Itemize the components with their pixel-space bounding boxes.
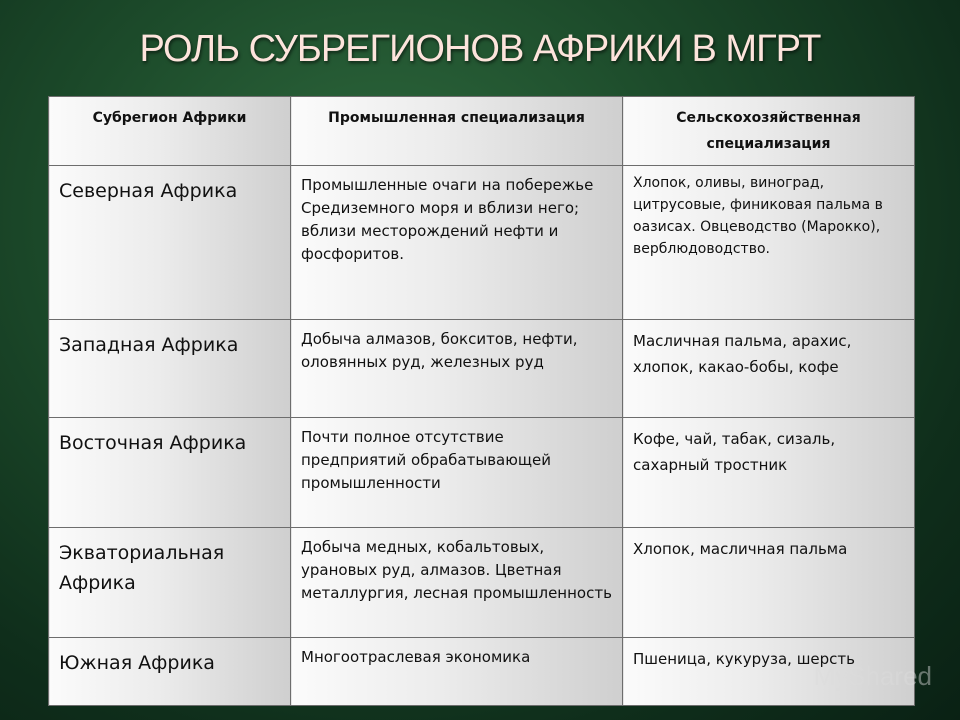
industry-cell: Многоотраслевая экономика <box>301 648 531 666</box>
industry-cell: Почти полное отсутствие предприятий обрабатывающей промышленности <box>301 428 551 492</box>
table-row <box>49 166 915 320</box>
region-cell: Экваториальная Африка <box>59 542 225 594</box>
header-agriculture: Сельскохозяйственная специализация <box>623 97 915 166</box>
table-row <box>49 320 915 418</box>
table-row <box>49 418 915 528</box>
agriculture-cell: Хлопок, масличная пальма <box>633 540 848 558</box>
industry-cell: Добыча медных, кобальтовых, урановых руд, алмазов. Цветная металлургия, лесная промышленность <box>301 538 612 602</box>
table-row <box>49 638 915 706</box>
industry-cell: Промышленные очаги на побережье Средиземного моря и вблизи него; вблизи месторождений нефти и фосфоритов. <box>301 176 594 263</box>
agriculture-cell: Хлопок, оливы, виноград, цитрусовые, финиковая пальма в оазисах. Овцеводство (Марокко), верблюдоводство. <box>633 175 883 257</box>
specialization-table <box>48 96 915 706</box>
table-row <box>49 528 915 638</box>
slide-title: РОЛЬ СУБРЕГИОНОВ АФРИКИ В МГРТ <box>139 28 821 70</box>
region-cell: Западная Африка <box>59 334 239 356</box>
region-cell: Южная Африка <box>59 652 215 674</box>
agriculture-cell: Кофе, чай, табак, сизаль, сахарный тростник <box>633 430 836 474</box>
agriculture-cell: Масличная пальма, арахис, хлопок, какао-бобы, кофе <box>633 332 852 376</box>
industry-cell: Добыча алмазов, бокситов, нефти, оловянных руд, железных руд <box>301 330 578 371</box>
agriculture-cell: Пшеница, кукуруза, шерсть <box>633 650 856 668</box>
header-region: Субрегион Африки <box>49 97 291 166</box>
watermark: MyShared <box>813 661 932 691</box>
header-industry: Промышленная специализация <box>291 97 623 166</box>
region-cell: Восточная Африка <box>59 432 247 454</box>
table-header-row <box>49 97 915 166</box>
region-cell: Северная Африка <box>59 180 238 202</box>
